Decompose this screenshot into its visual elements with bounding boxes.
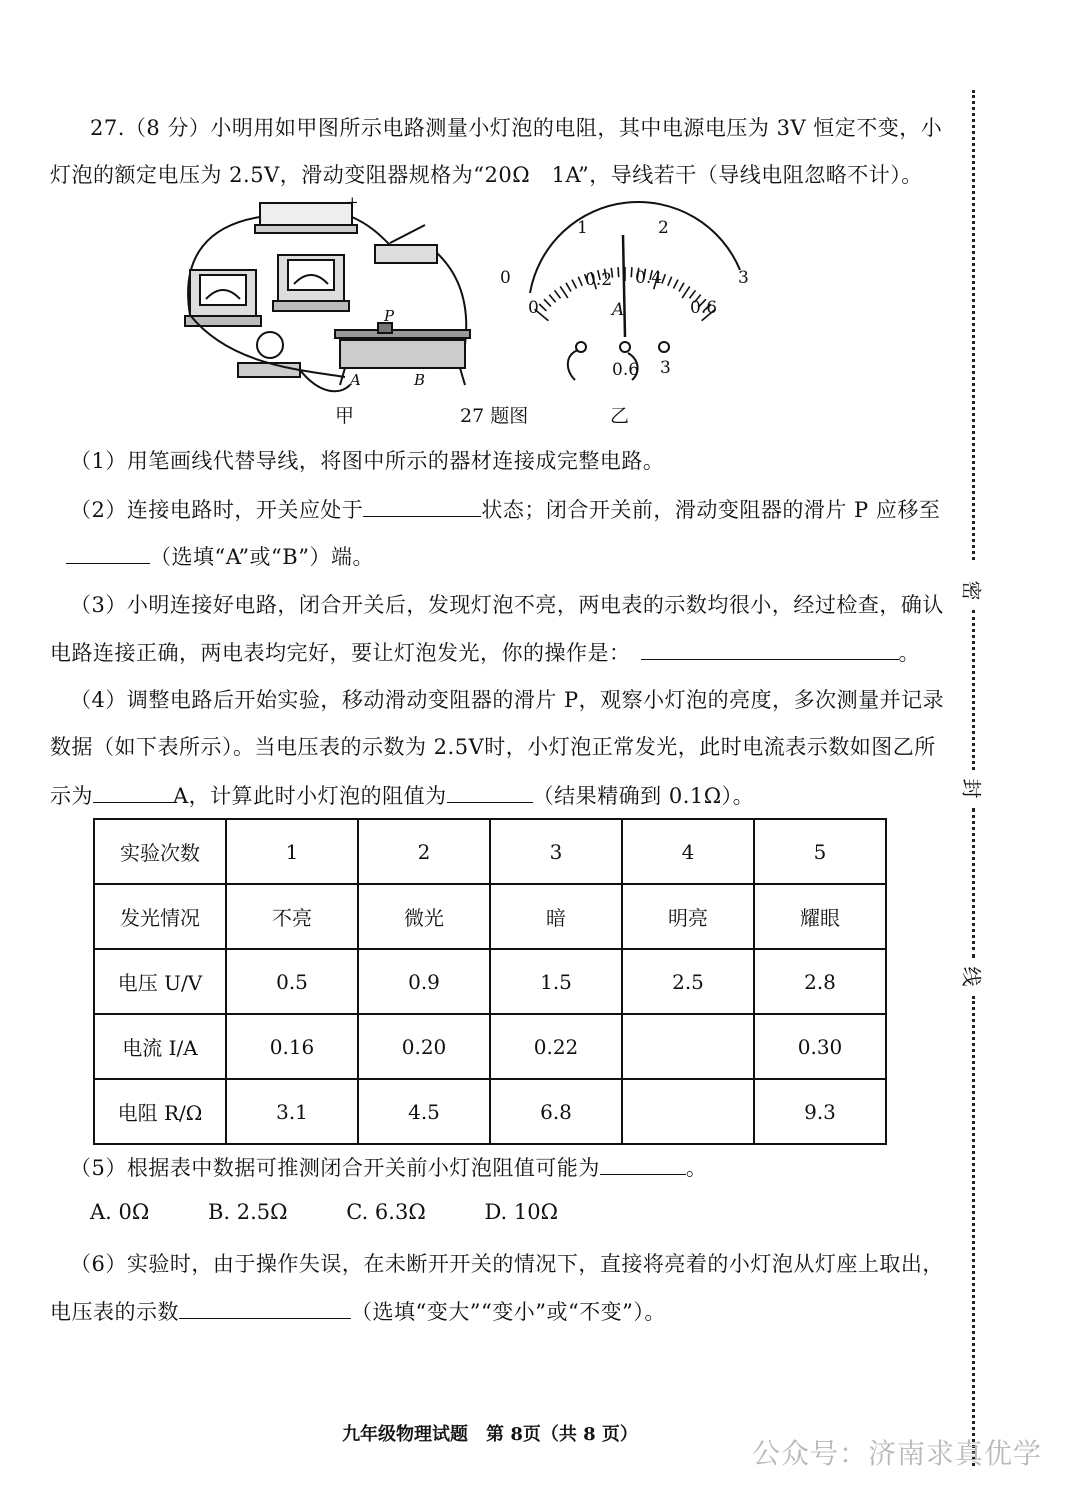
dial-label-3-outer: 3 bbox=[738, 268, 749, 288]
part-4-text-d: A，计算此时小灯泡的阻值为 bbox=[173, 784, 447, 808]
part-4-text-c: 示为 bbox=[50, 784, 93, 808]
table-cell: 0.22 bbox=[490, 1014, 622, 1079]
dial-label-0-outer: 0 bbox=[500, 268, 511, 288]
table-cell: 4.5 bbox=[358, 1079, 490, 1144]
part-2-text-a: （2）连接电路时，开关应处于 bbox=[70, 498, 364, 522]
terminal-0-6-label: 0.6 bbox=[612, 360, 640, 380]
part-3-line-2 bbox=[50, 637, 920, 668]
table-cell: 2.8 bbox=[754, 949, 886, 1014]
option-b[interactable]: B. 2.5Ω bbox=[207, 1200, 288, 1224]
table-row bbox=[94, 949, 886, 1014]
dial-tick bbox=[549, 295, 555, 303]
seal-char-feng: 封 bbox=[959, 778, 984, 799]
table-cell: 暗 bbox=[490, 884, 622, 949]
part-2-line-1 bbox=[70, 494, 940, 525]
question-line-2: 灯泡的额定电压为 2.5V，滑动变阻器规格为“20Ω 1A”，导线若干（导线电阻忽略不计）。 bbox=[50, 163, 923, 187]
part-3-text-b: 电路连接正确，两电表均完好，要让灯泡发光，你的操作是： bbox=[50, 641, 631, 665]
table-cell bbox=[622, 1014, 754, 1079]
seal-char-xian: 线 bbox=[959, 966, 984, 987]
table-row-header: 实验次数 bbox=[94, 819, 226, 884]
dial-tick bbox=[560, 286, 568, 298]
answer-blank-2-2[interactable] bbox=[66, 541, 150, 564]
dial-tick bbox=[572, 280, 577, 289]
dial-tick bbox=[539, 304, 546, 311]
dial-tick bbox=[668, 277, 672, 286]
dial-label-0-6: 0.6 bbox=[690, 298, 718, 318]
dial-unit-label: A bbox=[612, 300, 625, 320]
terminal-3-label: 3 bbox=[660, 358, 671, 378]
table-cell: 0.16 bbox=[226, 1014, 358, 1079]
table-row-header: 电压 U/V bbox=[94, 949, 226, 1014]
figure-caption-jia: 甲 bbox=[335, 405, 355, 427]
table-row bbox=[94, 819, 886, 884]
table-row bbox=[94, 884, 886, 949]
part-3-text-c: 。 bbox=[898, 641, 920, 665]
table-cell: 1.5 bbox=[490, 949, 622, 1014]
figure-caption-yi: 乙 bbox=[610, 405, 630, 427]
dial-label-1: 1 bbox=[577, 218, 588, 238]
figure-caption-title: 27 题图 bbox=[460, 405, 529, 427]
figure-27 bbox=[170, 195, 790, 430]
table-cell: 0.5 bbox=[226, 949, 358, 1014]
option-c[interactable]: C. 6.3Ω bbox=[346, 1200, 426, 1224]
part-6-line-1: （6）实验时，由于操作失误，在未断开开关的情况下，直接将亮着的小灯泡从灯座上取出， bbox=[70, 1252, 944, 1276]
part-1: （1）用笔画线代替导线，将图中所示的器材连接成完整电路。 bbox=[70, 449, 665, 473]
dial-label-0-2: 0.2 bbox=[585, 270, 613, 290]
ammeter-dial bbox=[530, 202, 740, 380]
table-cell: 4 bbox=[622, 819, 754, 884]
seal-dots-2 bbox=[972, 610, 975, 770]
part-5-end: 。 bbox=[685, 1156, 708, 1180]
part-4-line-1: （4）调整电路后开始实验，移动滑动变阻器的滑片 P，观察小灯泡的亮度，多次测量并记录 bbox=[70, 688, 945, 712]
question-line-1: 27.（8 分）小明用如甲图所示电路测量小灯泡的电阻，其中电源电压为 3V 恒定不变，小 bbox=[90, 116, 943, 140]
dial-label-0-inner: 0 bbox=[528, 298, 539, 318]
dial-tick bbox=[544, 299, 551, 306]
dial-tick bbox=[631, 267, 632, 277]
table-cell: 不亮 bbox=[226, 884, 358, 949]
slider-p-label: P bbox=[384, 307, 395, 325]
table-cell: 0.30 bbox=[754, 1014, 886, 1079]
answer-blank-6[interactable] bbox=[179, 1296, 351, 1319]
answer-blank-3[interactable] bbox=[641, 637, 899, 660]
part-4-text-e: （结果精确到 0.1Ω）。 bbox=[532, 784, 755, 808]
table-row-header: 电阻 R/Ω bbox=[94, 1079, 226, 1144]
part-5-text: （5）根据表中数据可推测闭合开关前小灯泡阻值可能为 bbox=[70, 1156, 600, 1180]
dial-tick bbox=[662, 274, 666, 283]
part-4-line-2: 数据（如下表所示）。当电压表的示数为 2.5V时，小灯泡正常发光，此时电流表示数如图乙所 bbox=[50, 735, 936, 759]
table-cell: 2 bbox=[358, 819, 490, 884]
dial-tick bbox=[682, 286, 690, 298]
part-6-text-b: 电压表的示数 bbox=[50, 1300, 179, 1324]
battery-minus-label: - bbox=[262, 195, 268, 211]
dial-label-0-4: 0.4 bbox=[635, 268, 663, 288]
table-cell: 微光 bbox=[358, 884, 490, 949]
table-cell: 3 bbox=[490, 819, 622, 884]
table-cell: 耀眼 bbox=[754, 884, 886, 949]
option-d[interactable]: D. 10Ω bbox=[484, 1200, 559, 1224]
table-cell: 9.3 bbox=[754, 1079, 886, 1144]
dial-tick bbox=[618, 267, 619, 277]
table-cell: 0.9 bbox=[358, 949, 490, 1014]
part-5 bbox=[70, 1152, 707, 1183]
seal-char-mi: 密 bbox=[959, 580, 984, 601]
part-4-line-3 bbox=[50, 780, 754, 811]
table-cell: 0.20 bbox=[358, 1014, 490, 1079]
circuit-diagram bbox=[185, 203, 470, 391]
part-6-text-c: （选填“变大”“变小”或“不变”）。 bbox=[351, 1300, 666, 1324]
part-2-text-b: 状态；闭合开关前，滑动变阻器的滑片 P 应移至 bbox=[481, 498, 941, 522]
answer-blank-4-1[interactable] bbox=[93, 780, 173, 803]
part-2-text-c: （选填“A”或“B”）端。 bbox=[150, 545, 374, 569]
table-cell: 2.5 bbox=[622, 949, 754, 1014]
dial-tick bbox=[679, 283, 684, 292]
table-row-header: 发光情况 bbox=[94, 884, 226, 949]
dial-tick bbox=[566, 283, 571, 292]
dial-label-2: 2 bbox=[658, 218, 669, 238]
table-cell: 5 bbox=[754, 819, 886, 884]
part-2-line-2 bbox=[66, 541, 374, 572]
terminal-b-label: B bbox=[414, 371, 426, 389]
battery-plus-label: + bbox=[346, 195, 359, 211]
dial-tick bbox=[555, 290, 561, 298]
table-cell: 1 bbox=[226, 819, 358, 884]
seal-dots-1 bbox=[972, 90, 975, 560]
table-cell: 明亮 bbox=[622, 884, 754, 949]
table-row-header: 电流 I/A bbox=[94, 1014, 226, 1079]
part-3-line-1: （3）小明连接好电路，闭合开关后，发现灯泡不亮，两电表的示数均很小，经过检查，确认 bbox=[70, 593, 944, 617]
answer-blank-4-2[interactable] bbox=[447, 780, 533, 803]
seal-dots-3 bbox=[972, 808, 975, 958]
table-cell: 6.8 bbox=[490, 1079, 622, 1144]
answer-blank-5[interactable] bbox=[600, 1152, 686, 1175]
answer-blank-2-1[interactable] bbox=[363, 494, 481, 517]
seal-line bbox=[959, 90, 984, 1470]
table-row bbox=[94, 1079, 886, 1144]
dial-tick bbox=[578, 277, 582, 286]
watermark: 公众号：济南求真优学 bbox=[751, 1437, 1042, 1470]
table-row bbox=[94, 1014, 886, 1079]
option-a[interactable]: A. 0Ω bbox=[90, 1200, 150, 1224]
part-6-line-2 bbox=[50, 1296, 666, 1327]
table-cell bbox=[622, 1079, 754, 1144]
page-footer: 九年级物理试题 第 8页（共 8 页） bbox=[342, 1424, 638, 1445]
dial-tick bbox=[674, 280, 679, 289]
options-row bbox=[90, 1200, 610, 1224]
terminal-a-label: A bbox=[350, 371, 361, 389]
table-cell: 3.1 bbox=[226, 1079, 358, 1144]
data-table bbox=[93, 818, 887, 1145]
seal-dots-4 bbox=[972, 996, 975, 1466]
